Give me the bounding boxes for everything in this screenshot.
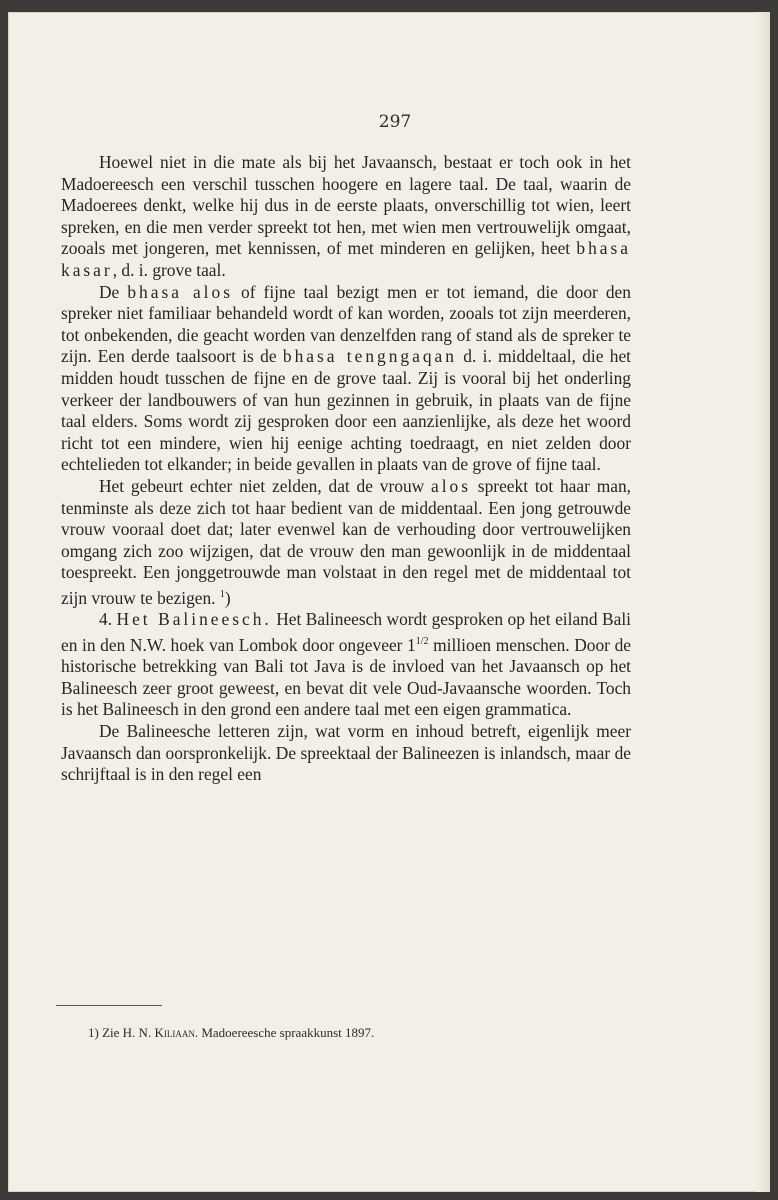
footnote-rule bbox=[56, 1005, 162, 1006]
text-run: . Madoereesche spraakkunst 1897. bbox=[194, 1025, 375, 1040]
text-run: Zie H. N. bbox=[102, 1025, 155, 1040]
body-text bbox=[61, 152, 631, 786]
spaced-term: bhasa kasar bbox=[61, 238, 631, 280]
paragraph-1 bbox=[61, 152, 631, 282]
text-run: d. i. middeltaal, die het midden houdt tusschen de fijne en de grove taal. Zij is vooral bij het onderling verkeer der landbouwers of van hun gezinnen in gebruik, in plaats van de fijne taal elders. Soms wordt zij gesproken door een aanzienlijke, als deze het woord richt tot een mindere, wien hij eenige achting toedraagt, en niet zelden door echtelieden tot elkander; in beide gevallen in plaats van de grove of fijne taal. bbox=[61, 346, 631, 475]
spaced-term: bhasa tengngaqan bbox=[282, 346, 457, 367]
text-run: Hoewel niet in die mate als bij het Javaansch, bestaat er toch ook in het Madoereesch een verschil tusschen hoogere en lagere taal. De taal, waarin de Madoerees denkt, welke hij dus in de eerste plaats, onverschillig tot wien, leert spreken, en die men verder spreekt tot hen, met wien men vertrouwelijk omgaat, zooals met jongeren, met kennissen, of met minderen en gelijken, heet bbox=[61, 152, 631, 259]
spaced-term: bhasa alos bbox=[127, 281, 233, 302]
paragraph-2 bbox=[61, 282, 631, 476]
text-run: millioen menschen. Door de historische betrekking van Bali tot Java is de invloed van het Javaansch op het Balineesch zeer groot geweest, en bevat dit vele Oud-Javaansche woorden. Toch is het Balineesch in den grond een andere taal met een eigen grammatica. bbox=[61, 634, 631, 720]
text-run: of fijne taal bezigt men er tot iemand, die door den spreker niet familiaar behandeld wordt of kan worden, zooals tot zijn meerderen, tot onbekenden, die geacht worden van denzelfden rang of stand als de spreker te zijn. Een derde taalsoort is de bbox=[61, 281, 631, 367]
page-edge bbox=[756, 12, 770, 1192]
fraction: 1/2 bbox=[415, 635, 429, 647]
paragraph-3 bbox=[61, 476, 631, 609]
text-run: Het Balineesch wordt gesproken op het eiland Bali en in den N.W. hoek van Lombok door ongeveer 1 bbox=[61, 609, 632, 655]
section-number: 4. bbox=[99, 609, 117, 630]
paragraph-5 bbox=[61, 721, 631, 786]
text-run: Het gebeurt echter niet zelden, dat de vrouw bbox=[99, 475, 431, 496]
footnote-marker: 1) bbox=[88, 1025, 99, 1040]
page-number: 297 bbox=[378, 112, 412, 132]
text-run: De bbox=[99, 281, 128, 302]
footnote bbox=[88, 1025, 648, 1041]
text-run: spreekt tot haar man, tenminste als deze zich tot haar bedient van de middentaal. Een jong getrouwde vrouw vooraal doet dat; later evenwel kan de verhouding door vertrouwelijken omgang zich zoo wijzigen, dat de vrouw den man gewoonlijk in de middentaal toespreekt. Een jonggetrouwde man volstaat in den regel met de middentaal tot zijn vrouw te bezigen. bbox=[61, 475, 631, 608]
paragraph-4 bbox=[61, 609, 631, 721]
text-run: ) bbox=[224, 587, 231, 608]
footnote-author: Kiliaan bbox=[154, 1025, 195, 1040]
footnote-ref[interactable]: 1 bbox=[219, 588, 225, 600]
spaced-term: alos bbox=[431, 475, 472, 496]
book-page bbox=[8, 12, 770, 1192]
section-heading: Het Balineesch. bbox=[116, 609, 272, 630]
text-run: De Balineesche letteren zijn, wat vorm en inhoud betreft, eigenlijk meer Javaansch dan oorspronkelijk. De spreektaal der Balineezen is inlandsch, maar de schrijftaal is in den regel een bbox=[61, 721, 631, 785]
text-run: , d. i. grove taal. bbox=[112, 259, 226, 280]
